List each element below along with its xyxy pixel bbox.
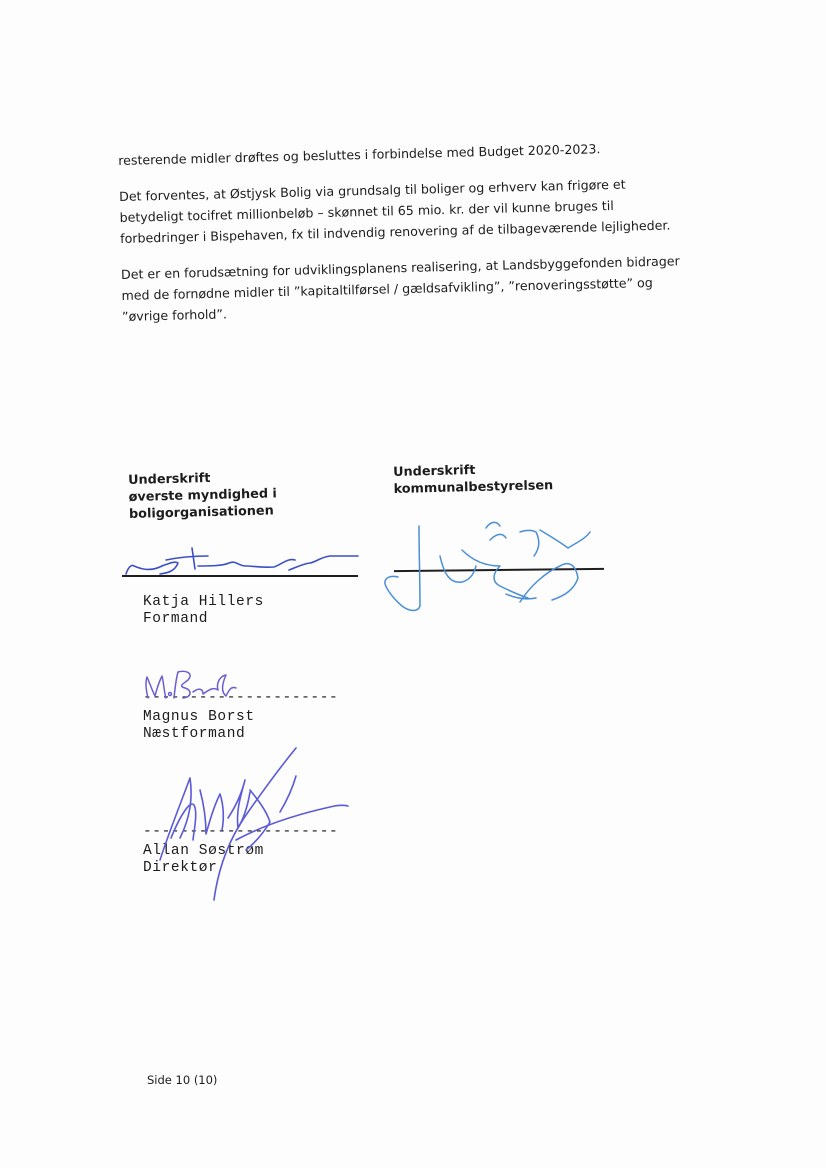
- signature-heading-municipal-council: [393, 460, 553, 498]
- signer-block: [143, 843, 264, 877]
- signer-name: Katja Hillers: [143, 594, 264, 610]
- paragraph-2: Det forventes, at Østjysk Bolig via grundsalg til boliger og erhverv kan frigøre et betydeligt tocifret millionbeløb – skønnet til 65 mio. kr. der vil kunne bruges til forbedringer i Bispehaven, fx til indvendig renovering af de tilbageværende lejligheder.: [118, 176, 671, 246]
- signature-line-left: [122, 575, 358, 577]
- page-number: Side 10 (10): [147, 1073, 218, 1087]
- signer-title: Formand: [143, 611, 209, 627]
- signer-block: [143, 709, 255, 743]
- paragraph-3: Det er en forudsætning for udviklingsplanens realisering, at Landsbyggefonden bidrager med de fornødne midler til ”kapitaltilførsel / gældsafvikling”, ”renoveringsstøtte” og ”øvrige forhold”.: [120, 253, 680, 324]
- signer-block: [143, 594, 264, 628]
- signer-name: Allan Søstrøm: [143, 843, 264, 859]
- signature-dash-line: ---------------------: [143, 824, 339, 840]
- heading-line: kommunalbestyrelsen: [393, 478, 554, 497]
- heading-line: Underskrift: [393, 462, 476, 480]
- signer-name: Magnus Borst: [143, 709, 255, 725]
- signature-line-right: [394, 568, 604, 572]
- signature-municipal-council: [385, 522, 590, 610]
- signature-heading-housing-org: [128, 468, 277, 523]
- signer-title: Direktør: [143, 860, 218, 876]
- signature-dash-line: ---------------------: [143, 690, 339, 706]
- signer-title: Næstformand: [143, 726, 246, 742]
- heading-line: boligorganisationen: [128, 503, 274, 522]
- paragraph-1: resterende midler drøftes og besluttes i forbindelse med Budget 2020-2023.: [118, 141, 601, 168]
- body-text: [118, 136, 683, 342]
- heading-line: Underskrift: [128, 470, 211, 488]
- signature-katja-hillers: [126, 548, 358, 574]
- heading-line: øverste myndighed i: [128, 486, 278, 505]
